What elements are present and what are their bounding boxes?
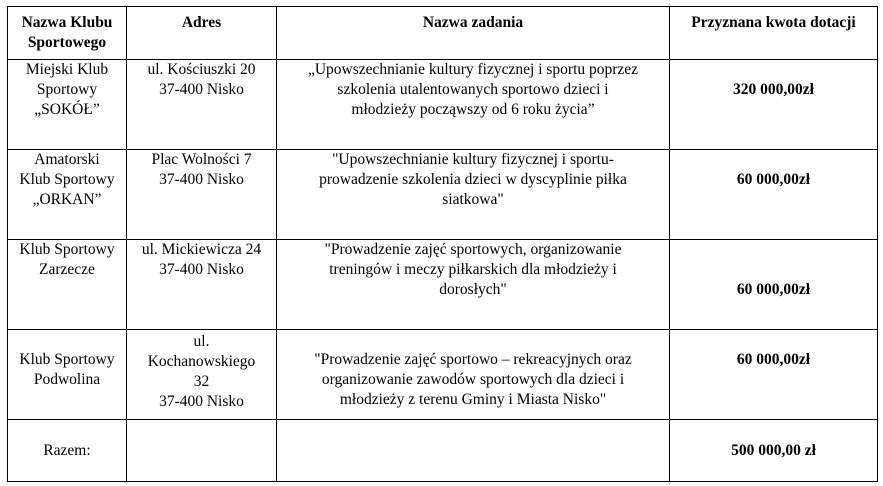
task-line: młodzieży z terenu Gminy i Miasta Nisko" — [339, 391, 607, 408]
total-row — [8, 420, 878, 482]
amount-cell: 60 000,00zł — [670, 330, 878, 420]
club-name-cell — [8, 150, 127, 240]
task-line: młodzieży począwszy od 6 roku życia” — [351, 101, 595, 118]
header-club-name — [8, 7, 127, 60]
task-line: treningów i meczy piłkarskich dla młodzieży i — [329, 261, 617, 278]
club-name-line: Klub Sportowy — [19, 241, 115, 258]
table-row — [8, 150, 878, 240]
task-cell — [277, 150, 670, 240]
total-label: Razem: — [8, 420, 127, 482]
club-name-line: Miejski Klub — [25, 61, 109, 78]
club-name-line: Klub Sportowy — [19, 351, 115, 368]
amount-cell: 320 000,00zł — [670, 60, 878, 150]
task-line: "Prowadzenie zajęć sportowych, organizowanie — [324, 241, 622, 258]
header-amount: Przyznana kwota dotacji — [670, 7, 878, 60]
header-club-name-line: Sportowego — [27, 34, 107, 51]
table-row — [8, 330, 878, 420]
amount-cell: 60 000,00zł — [670, 240, 878, 330]
address-cell — [127, 150, 277, 240]
club-name-line: Klub Sportowy — [19, 171, 115, 188]
task-cell — [277, 240, 670, 330]
address-cell — [127, 330, 277, 420]
task-line: dorosłych" — [439, 281, 507, 298]
club-name-line: Podwolina — [33, 371, 101, 388]
address-cell — [127, 240, 277, 330]
address-line: 37-400 Nisko — [159, 393, 244, 410]
address-line: 37-400 Nisko — [159, 171, 244, 188]
empty-cell — [127, 420, 277, 482]
address-line: ul. Mickiewicza 24 — [141, 241, 262, 258]
table-row — [8, 60, 878, 150]
club-name-line: Sportowy — [36, 81, 98, 98]
task-line: "Upowszechnianie kultury fizycznej i sportu- — [332, 151, 614, 168]
club-name-line: Zarzecze — [39, 261, 95, 278]
address-line: 37-400 Nisko — [159, 81, 244, 98]
header-address: Adres — [127, 7, 277, 60]
task-cell — [277, 330, 670, 420]
address-line: 37-400 Nisko — [159, 261, 244, 278]
task-line: organizowanie zawodów sportowych dla dzieci i — [321, 371, 625, 388]
task-cell — [277, 60, 670, 150]
task-line: "Prowadzenie zajęć sportowo – rekreacyjnych oraz — [314, 351, 632, 368]
task-line: „Upowszechnianie kultury fizycznej i sportu poprzez — [307, 61, 639, 78]
address-line: ul. — [193, 333, 210, 350]
address-line: Plac Wolności 7 — [151, 151, 252, 168]
table-header-row — [8, 7, 878, 60]
task-line: szkolenia utalentowanych sportowo dzieci i — [337, 81, 609, 98]
club-name-cell — [8, 240, 127, 330]
task-line: prowadzenie szkolenia dzieci w dyscyplinie piłka — [319, 171, 627, 188]
amount-cell: 60 000,00zł — [670, 150, 878, 240]
address-cell — [127, 60, 277, 150]
total-amount: 500 000,00 zł — [670, 420, 878, 482]
header-task: Nazwa zadania — [277, 7, 670, 60]
grants-table — [7, 6, 878, 482]
address-line: 32 — [193, 373, 210, 390]
empty-cell — [277, 420, 670, 482]
task-line: siatkowa" — [442, 191, 504, 208]
club-name-line: Amatorski — [34, 151, 100, 168]
club-name-cell — [8, 60, 127, 150]
club-name-cell — [8, 330, 127, 420]
address-line: ul. Kościuszki 20 — [147, 61, 256, 78]
table-row — [8, 240, 878, 330]
address-line: Kochanowskiego — [147, 353, 256, 370]
club-name-line: „ORKAN” — [32, 191, 102, 208]
club-name-line: „SOKÓŁ” — [34, 101, 100, 118]
header-club-name-line: Nazwa Klubu — [21, 14, 113, 31]
